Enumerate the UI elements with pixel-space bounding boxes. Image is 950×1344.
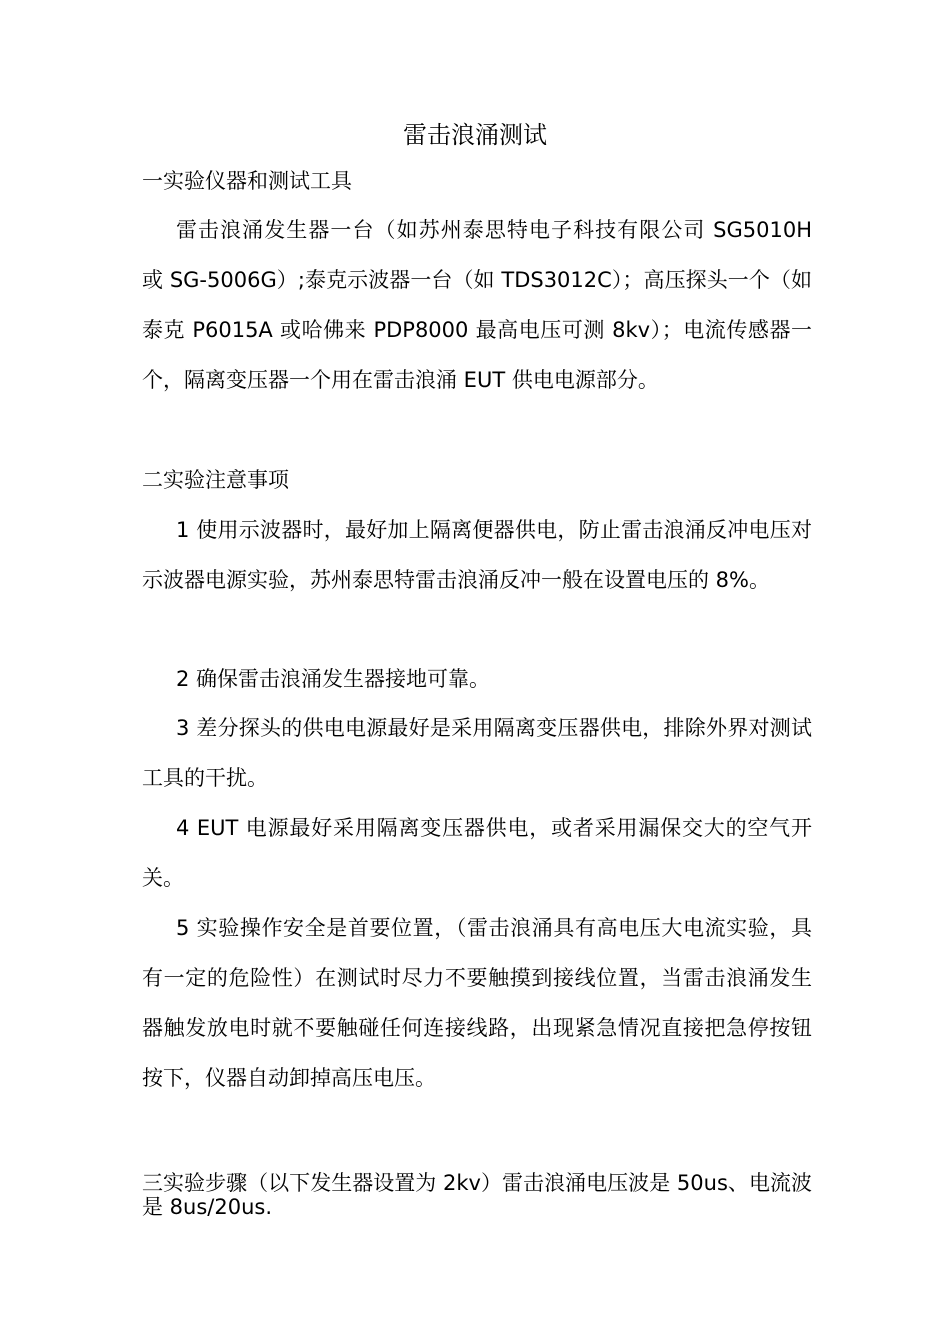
document-title: 雷击浪涌测试	[403, 121, 547, 149]
precaution-item-1: 1 使用示波器时，最好加上隔离便器供电，防止雷击浪涌反冲电压对示波器电源实验，苏州泰思特雷击浪涌反冲一般在设置电压的 8%。	[142, 518, 812, 592]
precaution-item-2: 2 确保雷击浪涌发生器接地可靠。	[176, 667, 491, 691]
precaution-item-5: 5 实验操作安全是首要位置，（雷击浪涌具有高电压大电流实验，具有一定的危险性）在测试时尽力不要触摸到接线位置，当雷击浪涌发生器触发放电时就不要触碰任何连接线路，出现紧急情况直接把急停按钮按下，仪器自动卸掉高压电压。	[142, 916, 812, 1090]
paragraph-instruments: 雷击浪涌发生器一台（如苏州泰思特电子科技有限公司 SG5010H 或 SG-5006G）;泰克示波器一台（如 TDS3012C）；高压探头一个（如泰克 P6015A 或哈佛来 PDP8000 最高电压可测 8kv）；电流传感器一个，隔离变压器一个用在雷击浪涌 EUT 供电电源部分。	[142, 218, 812, 392]
section-heading-instruments: 一实验仪器和测试工具	[142, 169, 352, 193]
section-heading-steps: 三实验步骤（以下发生器设置为 2kv）雷击浪涌电压波是 50us、电流波是 8us/20us.	[142, 1171, 812, 1219]
section-heading-precautions: 二实验注意事项	[142, 468, 289, 492]
precaution-item-3: 3 差分探头的供电电源最好是采用隔离变压器供电，排除外界对测试工具的干扰。	[142, 716, 812, 790]
precaution-item-4: 4 EUT 电源最好采用隔离变压器供电，或者采用漏保交大的空气开关。	[142, 816, 812, 890]
